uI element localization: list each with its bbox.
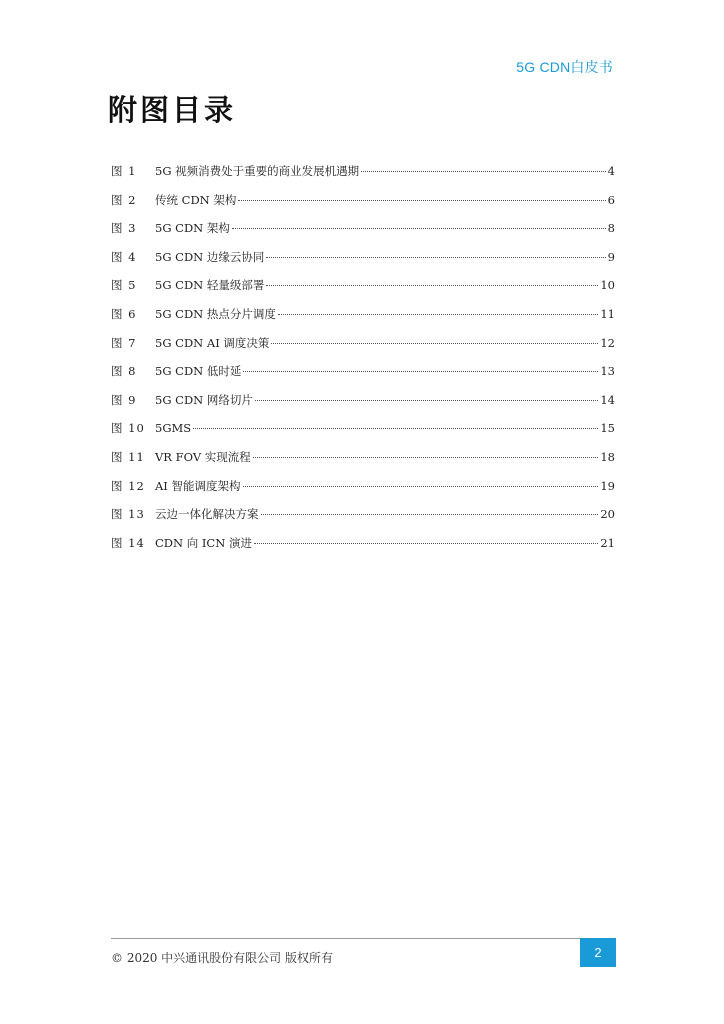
dot-leader [271, 343, 598, 344]
toc-entry[interactable] [111, 306, 615, 335]
figure-number: 图 12 [111, 478, 145, 493]
page-ref: 20 [600, 507, 615, 522]
figure-title: 5G CDN 热点分片调度 [155, 306, 276, 321]
dot-leader [278, 314, 598, 315]
footer-divider [111, 938, 616, 939]
toc-entry[interactable] [111, 478, 615, 507]
dot-leader [243, 371, 598, 372]
figure-number: 图 6 [111, 306, 137, 321]
figure-number: 图 8 [111, 364, 137, 379]
figure-title: 传统 CDN 架构 [155, 192, 237, 207]
figure-title: CDN 向 ICN 演进 [155, 535, 252, 550]
page-ref: 4 [607, 164, 615, 178]
dot-leader [261, 514, 599, 515]
header-brand: 5G CDN白皮书 [516, 59, 613, 75]
toc-entry[interactable] [111, 363, 615, 392]
page-ref: 9 [607, 249, 615, 264]
dot-leader [266, 257, 605, 258]
dot-leader [193, 428, 598, 429]
figure-title: AI 智能调度架构 [155, 478, 241, 493]
dot-leader [254, 543, 598, 544]
page-title: 附图目录 [108, 93, 237, 127]
page-ref: 11 [600, 306, 615, 321]
figure-list [111, 163, 615, 563]
toc-entry[interactable] [111, 277, 615, 306]
dot-leader [232, 228, 606, 229]
figure-number: 图 2 [111, 192, 137, 207]
page-ref: 6 [607, 192, 615, 207]
figure-title: 5G CDN 网络切片 [155, 392, 253, 407]
figure-number: 图 5 [111, 278, 137, 293]
figure-number: 图 10 [111, 421, 145, 436]
figure-number: 图 14 [111, 535, 145, 550]
page-ref: 15 [600, 421, 615, 436]
page-ref: 10 [600, 278, 615, 293]
figure-title: 5GMS [155, 421, 192, 436]
toc-entry[interactable] [111, 420, 615, 449]
toc-entry[interactable] [111, 163, 615, 192]
figure-number: 图 4 [111, 249, 137, 264]
toc-entry[interactable] [111, 535, 615, 564]
figure-title: 5G 视频消费处于重要的商业发展机遇期 [155, 164, 360, 178]
dot-leader [238, 200, 605, 201]
figure-title: 5G CDN AI 调度决策 [155, 335, 270, 350]
dot-leader [266, 285, 598, 286]
figure-title: 5G CDN 轻量级部署 [155, 278, 265, 293]
toc-entry[interactable] [111, 335, 615, 364]
dot-leader [361, 171, 606, 172]
page-ref: 14 [600, 392, 615, 407]
figure-number: 图 3 [111, 221, 137, 236]
dot-leader [255, 400, 598, 401]
dot-leader [243, 486, 599, 487]
figure-title: 云边一体化解决方案 [155, 507, 259, 522]
figure-title: VR FOV 实现流程 [155, 449, 251, 464]
page-ref: 12 [600, 335, 615, 350]
toc-entry[interactable] [111, 392, 615, 421]
page-ref: 8 [607, 221, 615, 236]
figure-number: 图 11 [111, 449, 145, 464]
figure-title: 5G CDN 架构 [155, 221, 230, 236]
toc-entry[interactable] [111, 220, 615, 249]
footer-copyright: © 2020 中兴通讯股份有限公司 版权所有 [111, 951, 333, 965]
toc-entry[interactable] [111, 506, 615, 535]
figure-number: 图 7 [111, 335, 137, 350]
figure-number: 图 13 [111, 507, 145, 522]
figure-title: 5G CDN 边缘云协同 [155, 249, 265, 264]
figure-number: 图 9 [111, 392, 137, 407]
figure-title: 5G CDN 低时延 [155, 364, 242, 379]
toc-entry[interactable] [111, 449, 615, 478]
page-ref: 18 [600, 449, 615, 464]
toc-entry[interactable] [111, 249, 615, 278]
dot-leader [253, 457, 599, 458]
toc-entry[interactable] [111, 192, 615, 221]
figure-number: 图 1 [111, 164, 137, 178]
page-ref: 19 [600, 478, 615, 493]
page-ref: 13 [600, 364, 615, 379]
page-number-badge: 2 [580, 938, 616, 967]
page-ref: 21 [600, 535, 615, 550]
